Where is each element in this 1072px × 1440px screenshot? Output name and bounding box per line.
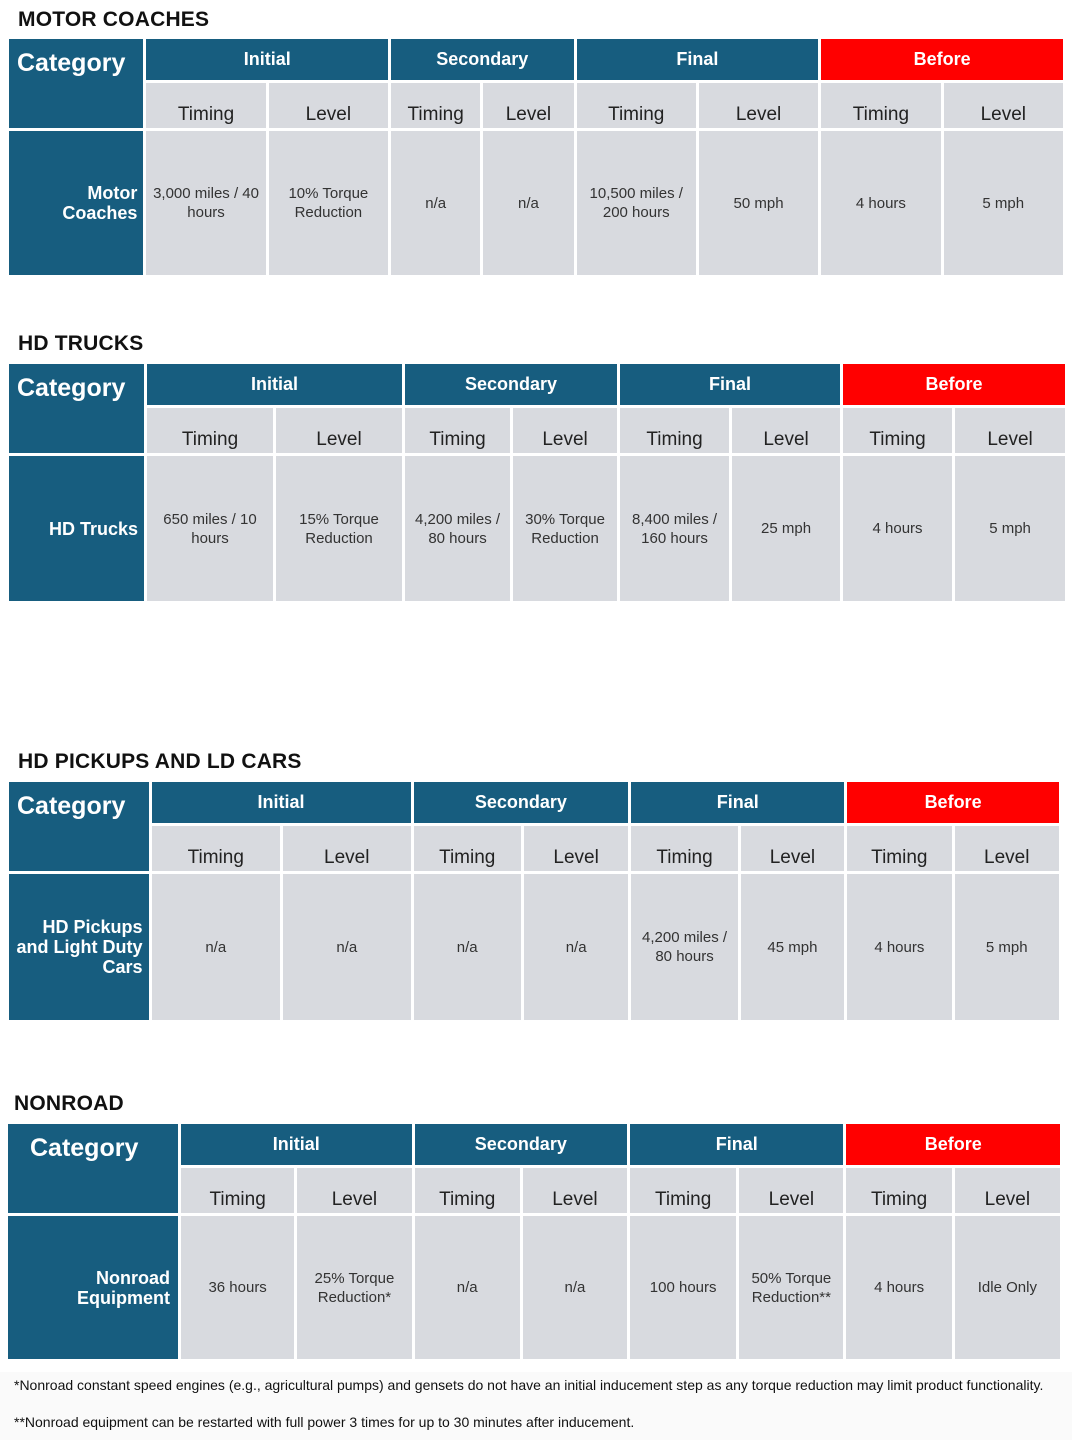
cell-before-timing: 4 hours [821, 131, 940, 275]
subheader-timing: Timing [414, 826, 521, 871]
footnote-nonroad-restart: **Nonroad equipment can be restarted with full power 3 times for up to 30 minutes after inducement. [14, 1414, 635, 1430]
group-before: Before [843, 364, 1065, 405]
footnote-nonroad-constant-speed: *Nonroad constant speed engines (e.g., agricultural pumps) and gensets do not have an initial inducement step as any torque reduction may limit product functionality. [14, 1377, 1044, 1393]
cell-initial-timing: 36 hours [181, 1216, 294, 1359]
group-initial: Initial [181, 1124, 412, 1165]
group-initial: Initial [147, 364, 402, 405]
cell-before-timing: 4 hours [846, 1216, 951, 1359]
cell-initial-level: 10% Torque Reduction [269, 131, 388, 275]
subheader-timing: Timing [846, 1168, 951, 1213]
cell-before-level: 5 mph [955, 456, 1065, 601]
subheader-level: Level [276, 408, 402, 453]
group-final: Final [577, 39, 819, 80]
cell-secondary-timing: n/a [391, 131, 480, 275]
row-label: Nonroad Equipment [8, 1216, 178, 1359]
subheader-level: Level [269, 83, 388, 128]
group-final: Final [620, 364, 840, 405]
group-secondary: Secondary [391, 39, 574, 80]
category-header: Category [9, 39, 143, 128]
subheader-timing: Timing [405, 408, 510, 453]
cell-final-timing: 10,500 miles / 200 hours [577, 131, 696, 275]
subheader-level: Level [283, 826, 411, 871]
group-before: Before [846, 1124, 1060, 1165]
group-before: Before [821, 39, 1063, 80]
subheader-timing: Timing [630, 1168, 736, 1213]
subheader-level: Level [739, 1168, 843, 1213]
cell-initial-timing: 3,000 miles / 40 hours [146, 131, 265, 275]
cell-final-timing: 100 hours [630, 1216, 736, 1359]
subheader-timing: Timing [181, 1168, 294, 1213]
cell-before-level: 5 mph [944, 131, 1063, 275]
cell-final-timing: 8,400 miles / 160 hours [620, 456, 729, 601]
subheader-level: Level [513, 408, 617, 453]
cell-secondary-timing: n/a [414, 874, 521, 1020]
group-secondary: Secondary [415, 1124, 627, 1165]
cell-secondary-level: n/a [523, 1216, 627, 1359]
table-nonroad [5, 1121, 1063, 1362]
cell-final-level: 50 mph [699, 131, 818, 275]
group-initial: Initial [146, 39, 388, 80]
category-header: Category [9, 782, 149, 871]
subheader-timing: Timing [631, 826, 737, 871]
subheader-level: Level [741, 826, 844, 871]
subheader-timing: Timing [391, 83, 480, 128]
table-hd-trucks [6, 361, 1068, 604]
cell-before-level: 5 mph [955, 874, 1059, 1020]
section-title-hd-trucks: HD TRUCKS [18, 332, 144, 355]
category-header: Category [8, 1124, 178, 1213]
subheader-level: Level [732, 408, 840, 453]
row-label: HD Pickups and Light Duty Cars [9, 874, 149, 1020]
cell-secondary-timing: 4,200 miles / 80 hours [405, 456, 510, 601]
subheader-timing: Timing [847, 826, 951, 871]
subheader-level: Level [523, 1168, 627, 1213]
cell-initial-timing: 650 miles / 10 hours [147, 456, 273, 601]
section-title-hd-pickups: HD PICKUPS AND LD CARS [18, 750, 302, 773]
subheader-level: Level [955, 826, 1059, 871]
table-hd-pickups [6, 779, 1062, 1023]
subheader-timing: Timing [147, 408, 273, 453]
group-before: Before [847, 782, 1059, 823]
subheader-level: Level [524, 826, 628, 871]
row-label: Motor Coaches [9, 131, 143, 275]
cell-initial-level: n/a [283, 874, 411, 1020]
cell-before-level: Idle Only [955, 1216, 1060, 1359]
group-final: Final [630, 1124, 843, 1165]
subheader-timing: Timing [146, 83, 265, 128]
table-motor-coaches [6, 36, 1066, 278]
cell-final-timing: 4,200 miles / 80 hours [631, 874, 737, 1020]
cell-secondary-timing: n/a [415, 1216, 520, 1359]
subheader-level: Level [483, 83, 573, 128]
section-title-nonroad: NONROAD [14, 1092, 124, 1115]
subheader-timing: Timing [821, 83, 940, 128]
subheader-level: Level [955, 1168, 1060, 1213]
cell-initial-level: 15% Torque Reduction [276, 456, 402, 601]
subheader-timing: Timing [415, 1168, 520, 1213]
group-final: Final [631, 782, 844, 823]
cell-initial-timing: n/a [152, 874, 280, 1020]
cell-final-level: 25 mph [732, 456, 840, 601]
subheader-timing: Timing [577, 83, 696, 128]
subheader-level: Level [944, 83, 1063, 128]
group-secondary: Secondary [414, 782, 629, 823]
subheader-level: Level [297, 1168, 411, 1213]
cell-final-level: 45 mph [741, 874, 844, 1020]
cell-secondary-level: 30% Torque Reduction [513, 456, 617, 601]
subheader-timing: Timing [152, 826, 280, 871]
cell-secondary-level: n/a [524, 874, 628, 1020]
subheader-timing: Timing [620, 408, 729, 453]
subheader-timing: Timing [843, 408, 952, 453]
subheader-level: Level [955, 408, 1065, 453]
category-header: Category [9, 364, 144, 453]
cell-initial-level: 25% Torque Reduction* [297, 1216, 411, 1359]
cell-before-timing: 4 hours [843, 456, 952, 601]
row-label: HD Trucks [9, 456, 144, 601]
cell-final-level: 50% Torque Reduction** [739, 1216, 843, 1359]
subheader-level: Level [699, 83, 818, 128]
cell-secondary-level: n/a [483, 131, 573, 275]
group-initial: Initial [152, 782, 411, 823]
cell-before-timing: 4 hours [847, 874, 951, 1020]
section-title-motor-coaches: MOTOR COACHES [18, 8, 210, 31]
group-secondary: Secondary [405, 364, 617, 405]
